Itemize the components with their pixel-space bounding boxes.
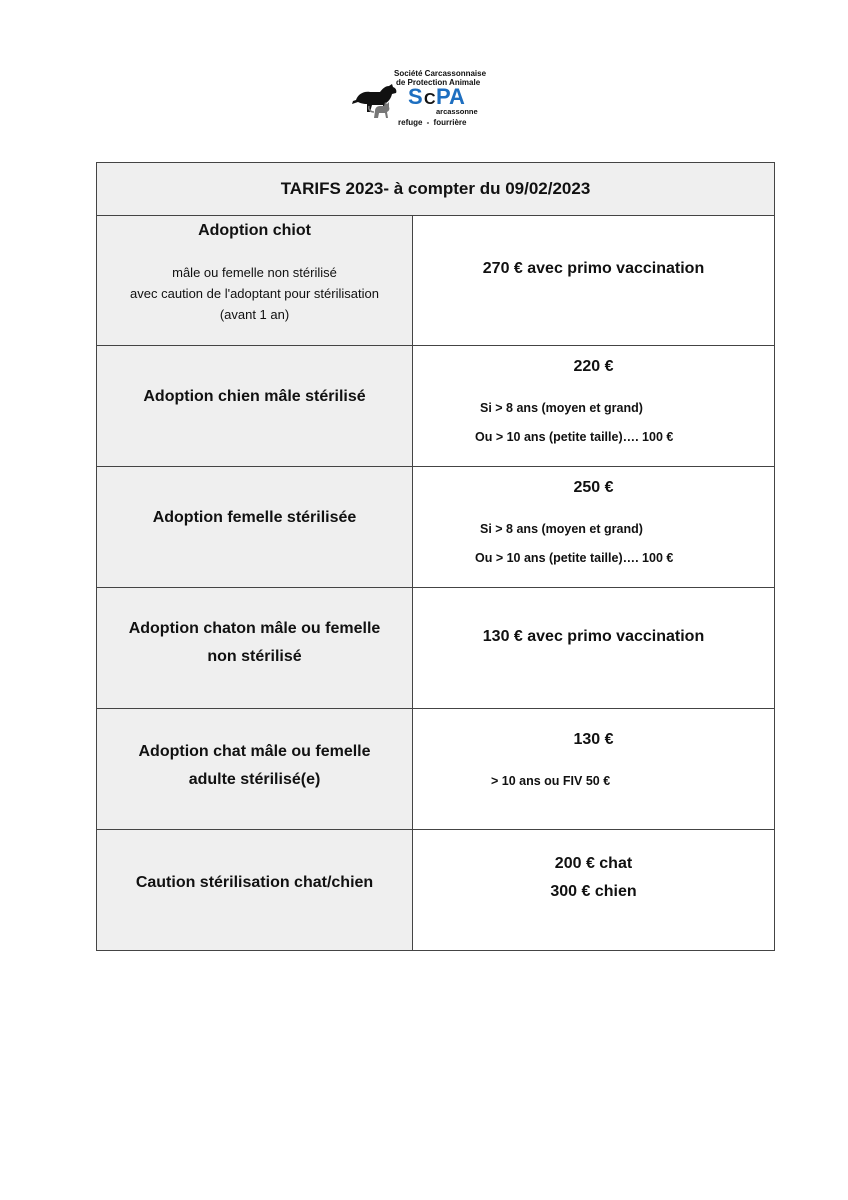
table-row-chiot [97,216,774,346]
row-label-line1: Adoption chaton mâle ou femelle [128,620,381,637]
row-sublabel-line1: mâle ou femelle non stérilisé [172,265,337,280]
table-row-chien-male [97,346,774,467]
row-label-cell [97,588,413,708]
row-label: Caution stérilisation chat/chien [135,874,374,891]
logo-letter-s: S [408,84,423,109]
row-label-cell [97,467,413,587]
row-price-cell [413,830,774,950]
row-label: Adoption femelle stérilisée [152,509,357,526]
row-price: 130 € avec primo vaccination [482,628,705,645]
row-note-line1: Si > 8 ans (moyen et grand) [480,401,643,415]
row-price-line2: 300 € chien [550,883,637,900]
row-label-line1: Adoption chat mâle ou femelle [138,743,371,760]
dog-cat-silhouette-icon [350,78,408,118]
row-label-cell [97,830,413,950]
row-price-cell [413,588,774,708]
row-sublabel-line3: (avant 1 an) [219,307,290,322]
row-label-cell [97,216,413,345]
table-row-femelle [97,467,774,588]
row-note-line1: Si > 8 ans (moyen et grand) [480,522,643,536]
row-label-line2: adulte stérilisé(e) [188,771,321,788]
row-note-line2: Ou > 10 ans (petite taille)…. 100 € [475,551,674,565]
table-row-chaton [97,588,774,709]
row-label: Adoption chiot [198,222,311,239]
row-price-cell [413,467,774,587]
row-price-cell [413,216,774,345]
row-price-line1: 200 € chat [554,855,633,872]
row-note-line1: > 10 ans ou FIV 50 € [491,774,611,788]
scpa-logo [350,66,510,128]
row-price: 270 € avec primo vaccination [482,260,705,277]
logo-letters-pa: PA [436,84,465,109]
row-price-cell [413,709,774,829]
row-sublabel-line2: avec caution de l'adoptant pour stérilisation [130,286,379,301]
row-label-line2: non stérilisé [207,648,302,665]
logo-carcassonne: arcassonne [436,107,478,116]
logo-refuge-fourriere: refuge - fourrière [398,118,467,127]
pricing-table [96,162,775,951]
logo-org-line1: Société Carcassonnaise [394,69,487,78]
row-price-cell [413,346,774,466]
table-row-caution [97,830,774,950]
row-sublabel [97,262,412,325]
row-note-line2: Ou > 10 ans (petite taille)…. 100 € [475,430,674,444]
logo-letter-c: C [424,91,436,108]
row-label-cell [97,709,413,829]
row-price: 220 € [573,358,614,375]
row-price: 130 € [573,731,614,748]
logo-org-line2: de Protection Animale [396,78,481,87]
table-row-chat-adulte [97,709,774,830]
table-title: TARIFS 2023- à compter du 09/02/2023 [97,163,774,216]
row-label: Adoption chien mâle stérilisé [143,388,366,405]
row-label-cell [97,346,413,466]
row-price: 250 € [573,479,614,496]
